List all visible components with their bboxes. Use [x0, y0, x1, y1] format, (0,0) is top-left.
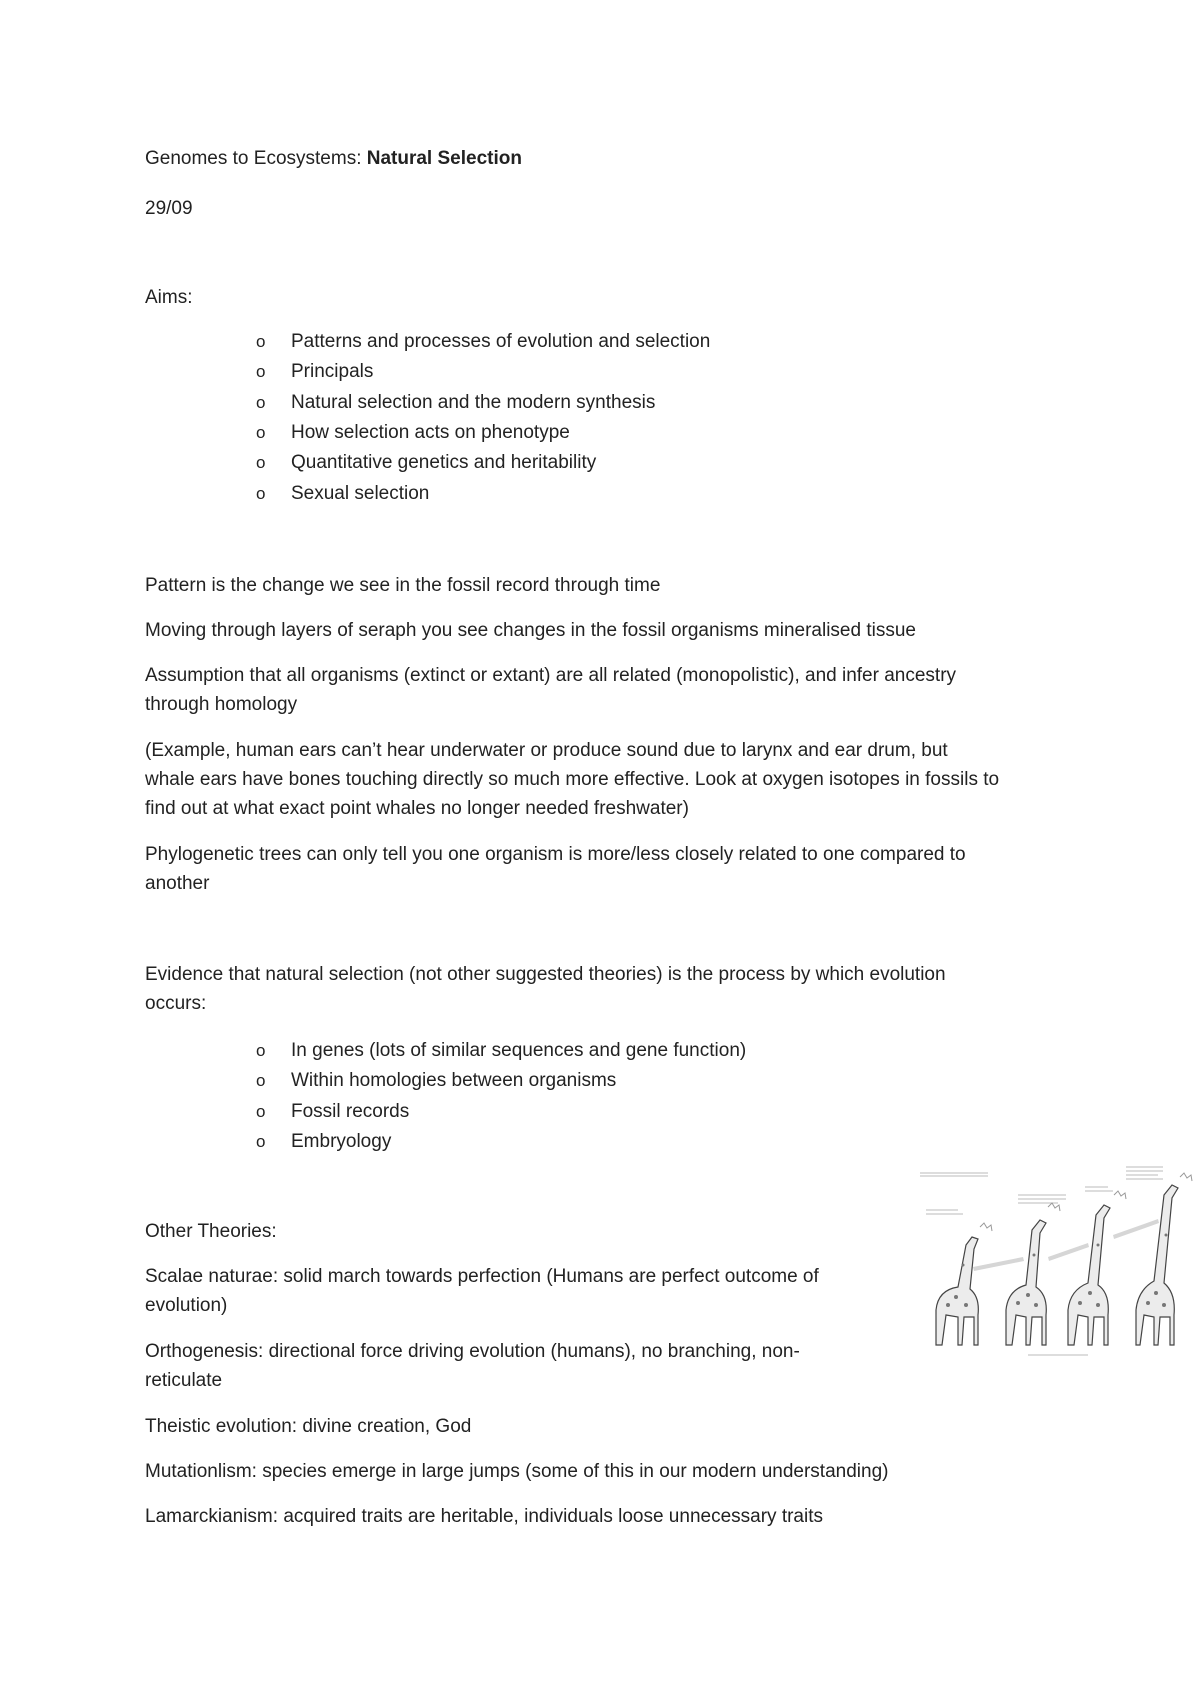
bullet-marker: o — [256, 1041, 266, 1060]
bullet-marker: o — [256, 1071, 266, 1090]
evidence-intro-line: Evidence that natural selection (not other suggested theories) is the process by which evolution — [145, 964, 946, 985]
paragraph-example-line: find out at what exact point whales no longer needed freshwater) — [145, 798, 689, 819]
document-date: 29/09 — [145, 198, 193, 219]
paragraph-assumption-line: through homology — [145, 694, 298, 715]
theory-scalae-line: evolution) — [145, 1295, 228, 1316]
aims-item: How selection acts on phenotype — [291, 422, 570, 443]
theory-mutationism: Mutationlism: species emerge in large jumps (some of this in our modern understanding) — [145, 1461, 889, 1482]
aims-heading: Aims: — [145, 287, 193, 308]
evidence-item: Fossil records — [291, 1101, 410, 1122]
theory-orthogenesis-line: reticulate — [145, 1370, 223, 1391]
theories-heading: Other Theories: — [145, 1221, 277, 1242]
aims-item: Quantitative genetics and heritability — [291, 452, 597, 473]
paragraph-phylogenetic-line: Phylogenetic trees can only tell you one organism is more/less closely related to one compared to — [145, 844, 966, 865]
bullet-marker: o — [256, 423, 266, 442]
bullet-marker: o — [256, 362, 266, 381]
bullet-marker: o — [256, 484, 266, 503]
document-title — [145, 144, 522, 173]
paragraph-assumption-line: Assumption that all organisms (extinct or extant) are all related (monopolistic), and infer ancestry — [145, 665, 957, 686]
evidence-item: Within homologies between organisms — [291, 1070, 617, 1091]
paragraph-pattern: Pattern is the change we see in the fossil record through time — [145, 575, 661, 596]
evidence-item: In genes (lots of similar sequences and gene function) — [291, 1040, 747, 1061]
bullet-marker: o — [256, 393, 266, 412]
evidence-intro-line: occurs: — [145, 993, 207, 1014]
bullet-marker: o — [256, 1102, 266, 1121]
giraffe-evolution-illustration-icon — [918, 1165, 1198, 1360]
bullet-marker: o — [256, 453, 266, 472]
evidence-item: Embryology — [291, 1131, 392, 1152]
aims-item: Natural selection and the modern synthesis — [291, 392, 656, 413]
aims-item: Principals — [291, 361, 374, 382]
theory-theistic: Theistic evolution: divine creation, God — [145, 1416, 472, 1437]
theory-scalae-line: Scalae naturae: solid march towards perfection (Humans are perfect outcome of — [145, 1266, 819, 1287]
theory-lamarckianism: Lamarckianism: acquired traits are heritable, individuals loose unnecessary traits — [145, 1506, 823, 1527]
bullet-marker: o — [256, 1132, 266, 1151]
title-topic: Natural Selection — [366, 148, 522, 169]
aims-item: Sexual selection — [291, 483, 430, 504]
aims-item: Patterns and processes of evolution and selection — [291, 331, 711, 352]
paragraph-example-line: whale ears have bones touching directly so much more effective. Look at oxygen isotopes in fossils to — [145, 769, 1000, 790]
paragraph-layers: Moving through layers of seraph you see changes in the fossil organisms mineralised tissue — [145, 620, 916, 641]
title-prefix: Genomes to Ecosystems: — [145, 148, 367, 169]
theory-orthogenesis-line: Orthogenesis: directional force driving evolution (humans), no branching, non- — [145, 1341, 800, 1362]
paragraph-phylogenetic-line: another — [145, 873, 210, 894]
paragraph-example-line: (Example, human ears can’t hear underwater or produce sound due to larynx and ear drum, but — [145, 740, 948, 761]
bullet-marker: o — [256, 332, 266, 351]
